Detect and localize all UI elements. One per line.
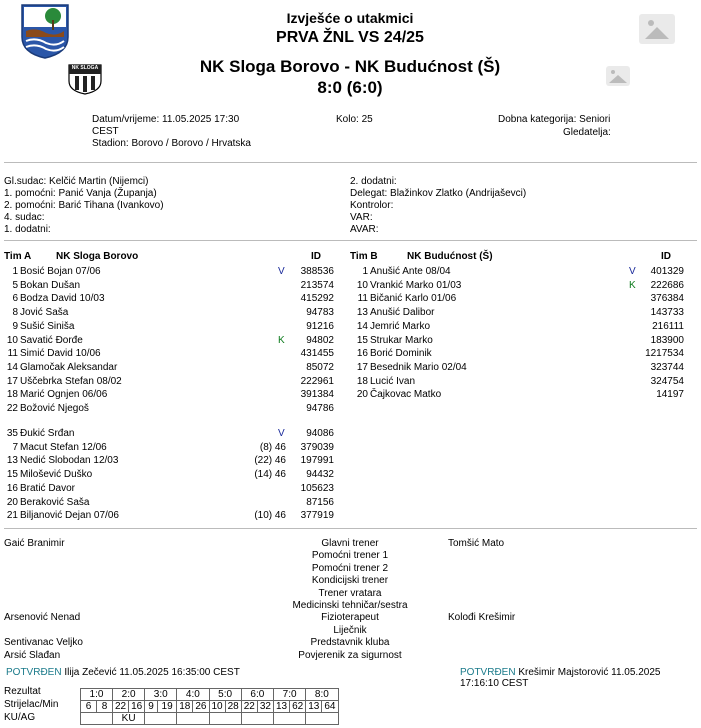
timeline-ku: [145, 713, 177, 725]
player-row: [350, 375, 684, 388]
player-number: 13: [6, 455, 18, 467]
divider: [4, 240, 697, 241]
player-id: 431455: [300, 348, 334, 360]
player-id: 91216: [306, 320, 334, 332]
timeline-result-row: [81, 689, 339, 701]
player-row: [0, 482, 334, 495]
away-staff-name: Tomšić Mato: [448, 538, 505, 549]
scorer-minute: 16: [129, 701, 145, 713]
player-row: [0, 347, 334, 360]
confirm-label: POTVRĐEN: [460, 667, 516, 678]
player-id: 376384: [650, 293, 684, 305]
player-row: [0, 496, 334, 509]
player-number: 6: [12, 293, 18, 305]
home-staff-name: Sentivanac Veljko: [4, 637, 83, 649]
player-id: 94432: [306, 469, 334, 481]
player-number: 5: [12, 279, 18, 291]
timeline-score: 4:0: [177, 689, 209, 701]
home-staff-name: Gaić Branimir: [4, 538, 65, 549]
player-id: 197991: [300, 455, 334, 467]
player-role-badge: V: [278, 266, 285, 277]
player-name: Beraković Saša: [20, 496, 90, 508]
player-name: Anušić Dalibor: [370, 307, 435, 319]
official-line: 1. pomoćni: Panić Vanja (Županja): [4, 188, 157, 199]
player-row: [0, 306, 334, 319]
official-line: 2. pomoćni: Barić Tihana (Ivankovo): [4, 200, 164, 211]
player-id: 14197: [656, 389, 684, 401]
team-b-id-header: ID: [661, 251, 671, 262]
confirm-text: Ilija Zečević 11.05.2025 16:35:00 CEST: [64, 667, 240, 678]
player-row: [350, 320, 684, 333]
player-name: Marić Ognjen 06/06: [20, 389, 108, 401]
official-line: Gl.sudac: Kelčić Martin (Nijemci): [4, 176, 149, 187]
confirm-label: POTVRĐEN: [6, 667, 62, 678]
scorer-number: 13: [306, 701, 322, 713]
player-name: Strukar Marko: [370, 334, 433, 346]
player-number: 10: [356, 279, 368, 291]
timeline-ku: [177, 713, 209, 725]
timeline-ku: [241, 713, 273, 725]
substitution-minute: (22) 46: [254, 455, 286, 467]
divider: [4, 162, 697, 163]
player-id: 1217534: [645, 348, 684, 360]
scorer-number: 6: [81, 701, 97, 713]
player-id: 85072: [306, 361, 334, 373]
staff-role: Predstavnik kluba: [310, 637, 390, 649]
player-name: Bodza David 10/03: [20, 293, 105, 305]
player-number: 35: [6, 428, 18, 439]
scorer-minute: 64: [322, 701, 338, 713]
match-score: 8:0 (6:0): [317, 78, 383, 97]
staff-role: Pomoćni trener 2: [311, 562, 389, 574]
player-number: 18: [6, 389, 18, 401]
staff-role: Fizioterapeut: [321, 612, 379, 624]
official-line: AVAR:: [350, 224, 379, 235]
player-number: 15: [6, 469, 18, 481]
player-row: [0, 320, 334, 333]
player-id: 216111: [652, 320, 684, 332]
player-name: Sušić Siniša: [20, 320, 75, 332]
scorer-minute: 26: [193, 701, 209, 713]
player-name: Simić David 10/06: [20, 348, 101, 360]
player-row: [0, 427, 334, 440]
player-number: 1: [12, 266, 18, 277]
player-row: [350, 334, 684, 347]
staff-role: Liječnik: [333, 624, 367, 636]
player-row: [350, 388, 684, 401]
confirm-text: Krešimir Majstorović 11.05.2025 17:16:10 CEST: [460, 667, 661, 689]
player-name: Savatić Đorđe: [20, 334, 83, 346]
report-title: Izvješće o utakmici: [286, 10, 414, 26]
player-name: Borić Dominik: [370, 348, 432, 360]
player-row: [0, 292, 334, 305]
official-line: 2. dodatni:: [350, 176, 397, 187]
official-line: Delegat: Blažinkov Zlatko (Andrijaševci): [350, 188, 527, 199]
player-name: Vrankić Marko 01/03: [370, 279, 462, 291]
player-name: Biljanović Dejan 07/06: [20, 510, 119, 522]
scorer-minute: 62: [290, 701, 306, 713]
player-name: Glamočak Aleksandar: [20, 361, 118, 373]
team-a-id-header: ID: [311, 251, 321, 262]
substitution-minute: (10) 46: [254, 510, 286, 522]
player-id: 401329: [650, 266, 684, 277]
competition-title: PRVA ŽNL VS 24/25: [276, 29, 424, 46]
scorer-minute: 19: [157, 701, 176, 713]
player-id: 391384: [300, 389, 334, 401]
divider: [4, 528, 697, 529]
player-name: Jemrić Marko: [370, 320, 431, 332]
player-id: 105623: [300, 482, 334, 494]
staff-role: Kondicijski trener: [311, 575, 389, 587]
timeline-score: 5:0: [209, 689, 241, 701]
scorer-minute: 8: [97, 701, 113, 713]
player-number: 16: [6, 482, 18, 494]
substitution-minute: (14) 46: [254, 469, 286, 481]
player-id: 213574: [300, 279, 334, 291]
team-b-name: NK Budućnost (Š): [407, 251, 493, 262]
away-confirmation: [460, 667, 701, 689]
home-confirmation: [6, 667, 240, 678]
away-staff-name: Kolođi Krešimir: [448, 612, 516, 624]
player-row: [350, 265, 684, 278]
timeline-label-result: Rezultat: [4, 686, 41, 697]
staff-role: Pomoćni trener 1: [311, 550, 389, 562]
timeline-ku: [209, 713, 241, 725]
age-category: Dobna kategorija: Seniori: [498, 114, 611, 125]
player-number: 9: [12, 320, 18, 332]
home-logo-text: NK SLOGA: [71, 65, 99, 71]
player-number: 14: [6, 361, 18, 373]
player-id: 222961: [300, 375, 334, 387]
player-number: 11: [7, 348, 18, 360]
player-number: 20: [356, 389, 368, 401]
official-line: 4. sudac:: [4, 212, 45, 223]
team-a-name: NK Sloga Borovo: [56, 251, 139, 262]
stadium: Stadion: Borovo / Borovo / Hrvatska: [92, 138, 251, 149]
staff-role: Povjerenik za sigurnost: [298, 649, 402, 661]
player-number: 20: [6, 496, 18, 508]
player-name: Jović Saša: [20, 307, 69, 319]
round: Kolo: 25: [336, 114, 373, 125]
match-title: NK Sloga Borovo - NK Budućnost (Š): [199, 57, 501, 76]
scorer-number: 13: [274, 701, 290, 713]
player-row: [350, 279, 684, 292]
county-coat-of-arms: [20, 3, 70, 59]
player-row: [0, 265, 334, 278]
player-name: Lucić Ivan: [370, 375, 416, 387]
timeline-ku: [274, 713, 306, 725]
staff-role: Medicinski tehničar/sestra: [292, 600, 408, 611]
home-staff-name: Arsić Slađan: [4, 649, 61, 661]
spectators: Gledatelja:: [563, 127, 611, 138]
scorer-minute: 28: [225, 701, 241, 713]
timeline-score: 8:0: [306, 689, 338, 701]
player-id: 415292: [300, 293, 334, 305]
player-role-badge: K: [278, 334, 285, 346]
player-id: 323744: [650, 361, 684, 373]
scorer-number: 22: [113, 701, 129, 713]
player-name: Bratić Davor: [20, 482, 76, 494]
official-line: Kontrolor:: [350, 200, 394, 211]
player-row: [0, 279, 334, 292]
player-row: [0, 334, 334, 347]
player-name: Đukić Srđan: [20, 428, 75, 439]
player-id: 222686: [650, 279, 684, 291]
player-number: 11: [357, 293, 368, 305]
player-number: 8: [12, 307, 18, 319]
scorer-number: 9: [145, 701, 158, 713]
player-number: 22: [6, 403, 18, 414]
player-row: [350, 292, 684, 305]
timeline-label-ku: KU/AG: [4, 712, 36, 723]
player-name: Uščebrka Stefan 08/02: [20, 375, 122, 387]
player-name: Bosić Bojan 07/06: [20, 266, 101, 277]
timeline-score: 3:0: [145, 689, 177, 701]
player-row: [0, 509, 334, 522]
player-id: 183900: [650, 334, 684, 346]
home-staff-name: Arsenović Nenad: [4, 612, 81, 624]
player-role-badge: V: [629, 266, 636, 277]
official-line: 1. dodatni:: [4, 224, 51, 235]
player-name: Nedić Slobodan 12/03: [20, 455, 119, 467]
player-row: [350, 347, 684, 360]
player-row: [0, 441, 334, 454]
player-id: 143733: [650, 307, 684, 319]
player-number: 21: [6, 510, 18, 522]
player-number: 18: [356, 375, 368, 387]
player-name: Čajkovac Matko: [370, 389, 442, 401]
player-id: 94786: [306, 403, 334, 414]
player-row: [0, 454, 334, 467]
scorer-number: 18: [177, 701, 193, 713]
away-logo-placeholder-icon: [606, 66, 630, 86]
player-number: 10: [6, 334, 18, 346]
player-number: 17: [6, 375, 18, 387]
team-a-label: Tim A: [4, 251, 32, 262]
scorer-number: 10: [209, 701, 225, 713]
home-club-logo: [67, 63, 103, 95]
timeline-score: 7:0: [274, 689, 306, 701]
player-name: Macut Stefan 12/06: [20, 441, 107, 453]
player-number: 7: [12, 441, 18, 453]
timeline-score: 2:0: [113, 689, 145, 701]
player-id: 324754: [650, 375, 684, 387]
player-number: 1: [362, 266, 368, 277]
player-row: [0, 388, 334, 401]
player-number: 15: [356, 334, 368, 346]
player-name: Božović Njegoš: [20, 403, 89, 414]
timeline-ku-row: [81, 713, 339, 725]
player-row: [350, 306, 684, 319]
player-name: Anušić Ante 08/04: [370, 266, 451, 277]
player-id: 87156: [306, 496, 334, 508]
datetime-tz: CEST: [92, 126, 119, 137]
timeline-label-scorer: Strijelac/Min: [4, 699, 59, 710]
timeline-ku: KU: [113, 713, 145, 725]
player-name: Besednik Mario 02/04: [370, 361, 467, 373]
staff-role: Glavni trener: [321, 538, 379, 549]
staff-role: Trener vratara: [318, 587, 382, 599]
player-id: 94086: [306, 428, 334, 439]
substitution-minute: (8) 46: [259, 441, 286, 453]
player-number: 17: [356, 361, 368, 373]
scorer-number: 22: [241, 701, 257, 713]
player-role-badge: V: [278, 428, 285, 439]
player-row: [0, 468, 334, 481]
timeline-score: 1:0: [81, 689, 113, 701]
official-line: VAR:: [350, 212, 373, 223]
player-number: 13: [356, 307, 368, 319]
player-id: 94783: [306, 307, 334, 319]
timeline-scorer-row: [81, 701, 339, 713]
player-id: 377919: [300, 510, 334, 522]
player-id: 94802: [306, 334, 334, 346]
player-name: Milošević Duško: [20, 469, 93, 481]
scorer-minute: 32: [257, 701, 273, 713]
timeline-ku: [81, 713, 113, 725]
score-timeline-table: [80, 688, 339, 725]
player-id: 379039: [300, 441, 334, 453]
timeline-ku: [306, 713, 338, 725]
timeline-score: 6:0: [241, 689, 273, 701]
player-row: [0, 361, 334, 374]
datetime: Datum/vrijeme: 11.05.2025 17:30: [92, 114, 240, 125]
player-name: Bičanić Karlo 01/06: [370, 293, 457, 305]
player-name: Bokan Dušan: [20, 279, 81, 291]
player-row: [350, 361, 684, 374]
player-number: 16: [356, 348, 368, 360]
team-b-label: Tim B: [350, 251, 378, 262]
player-row: [0, 375, 334, 388]
image-placeholder-icon: [639, 14, 675, 44]
player-number: 14: [356, 320, 368, 332]
player-row: [0, 402, 334, 415]
player-role-badge: K: [629, 279, 636, 291]
player-id: 388536: [300, 266, 334, 277]
